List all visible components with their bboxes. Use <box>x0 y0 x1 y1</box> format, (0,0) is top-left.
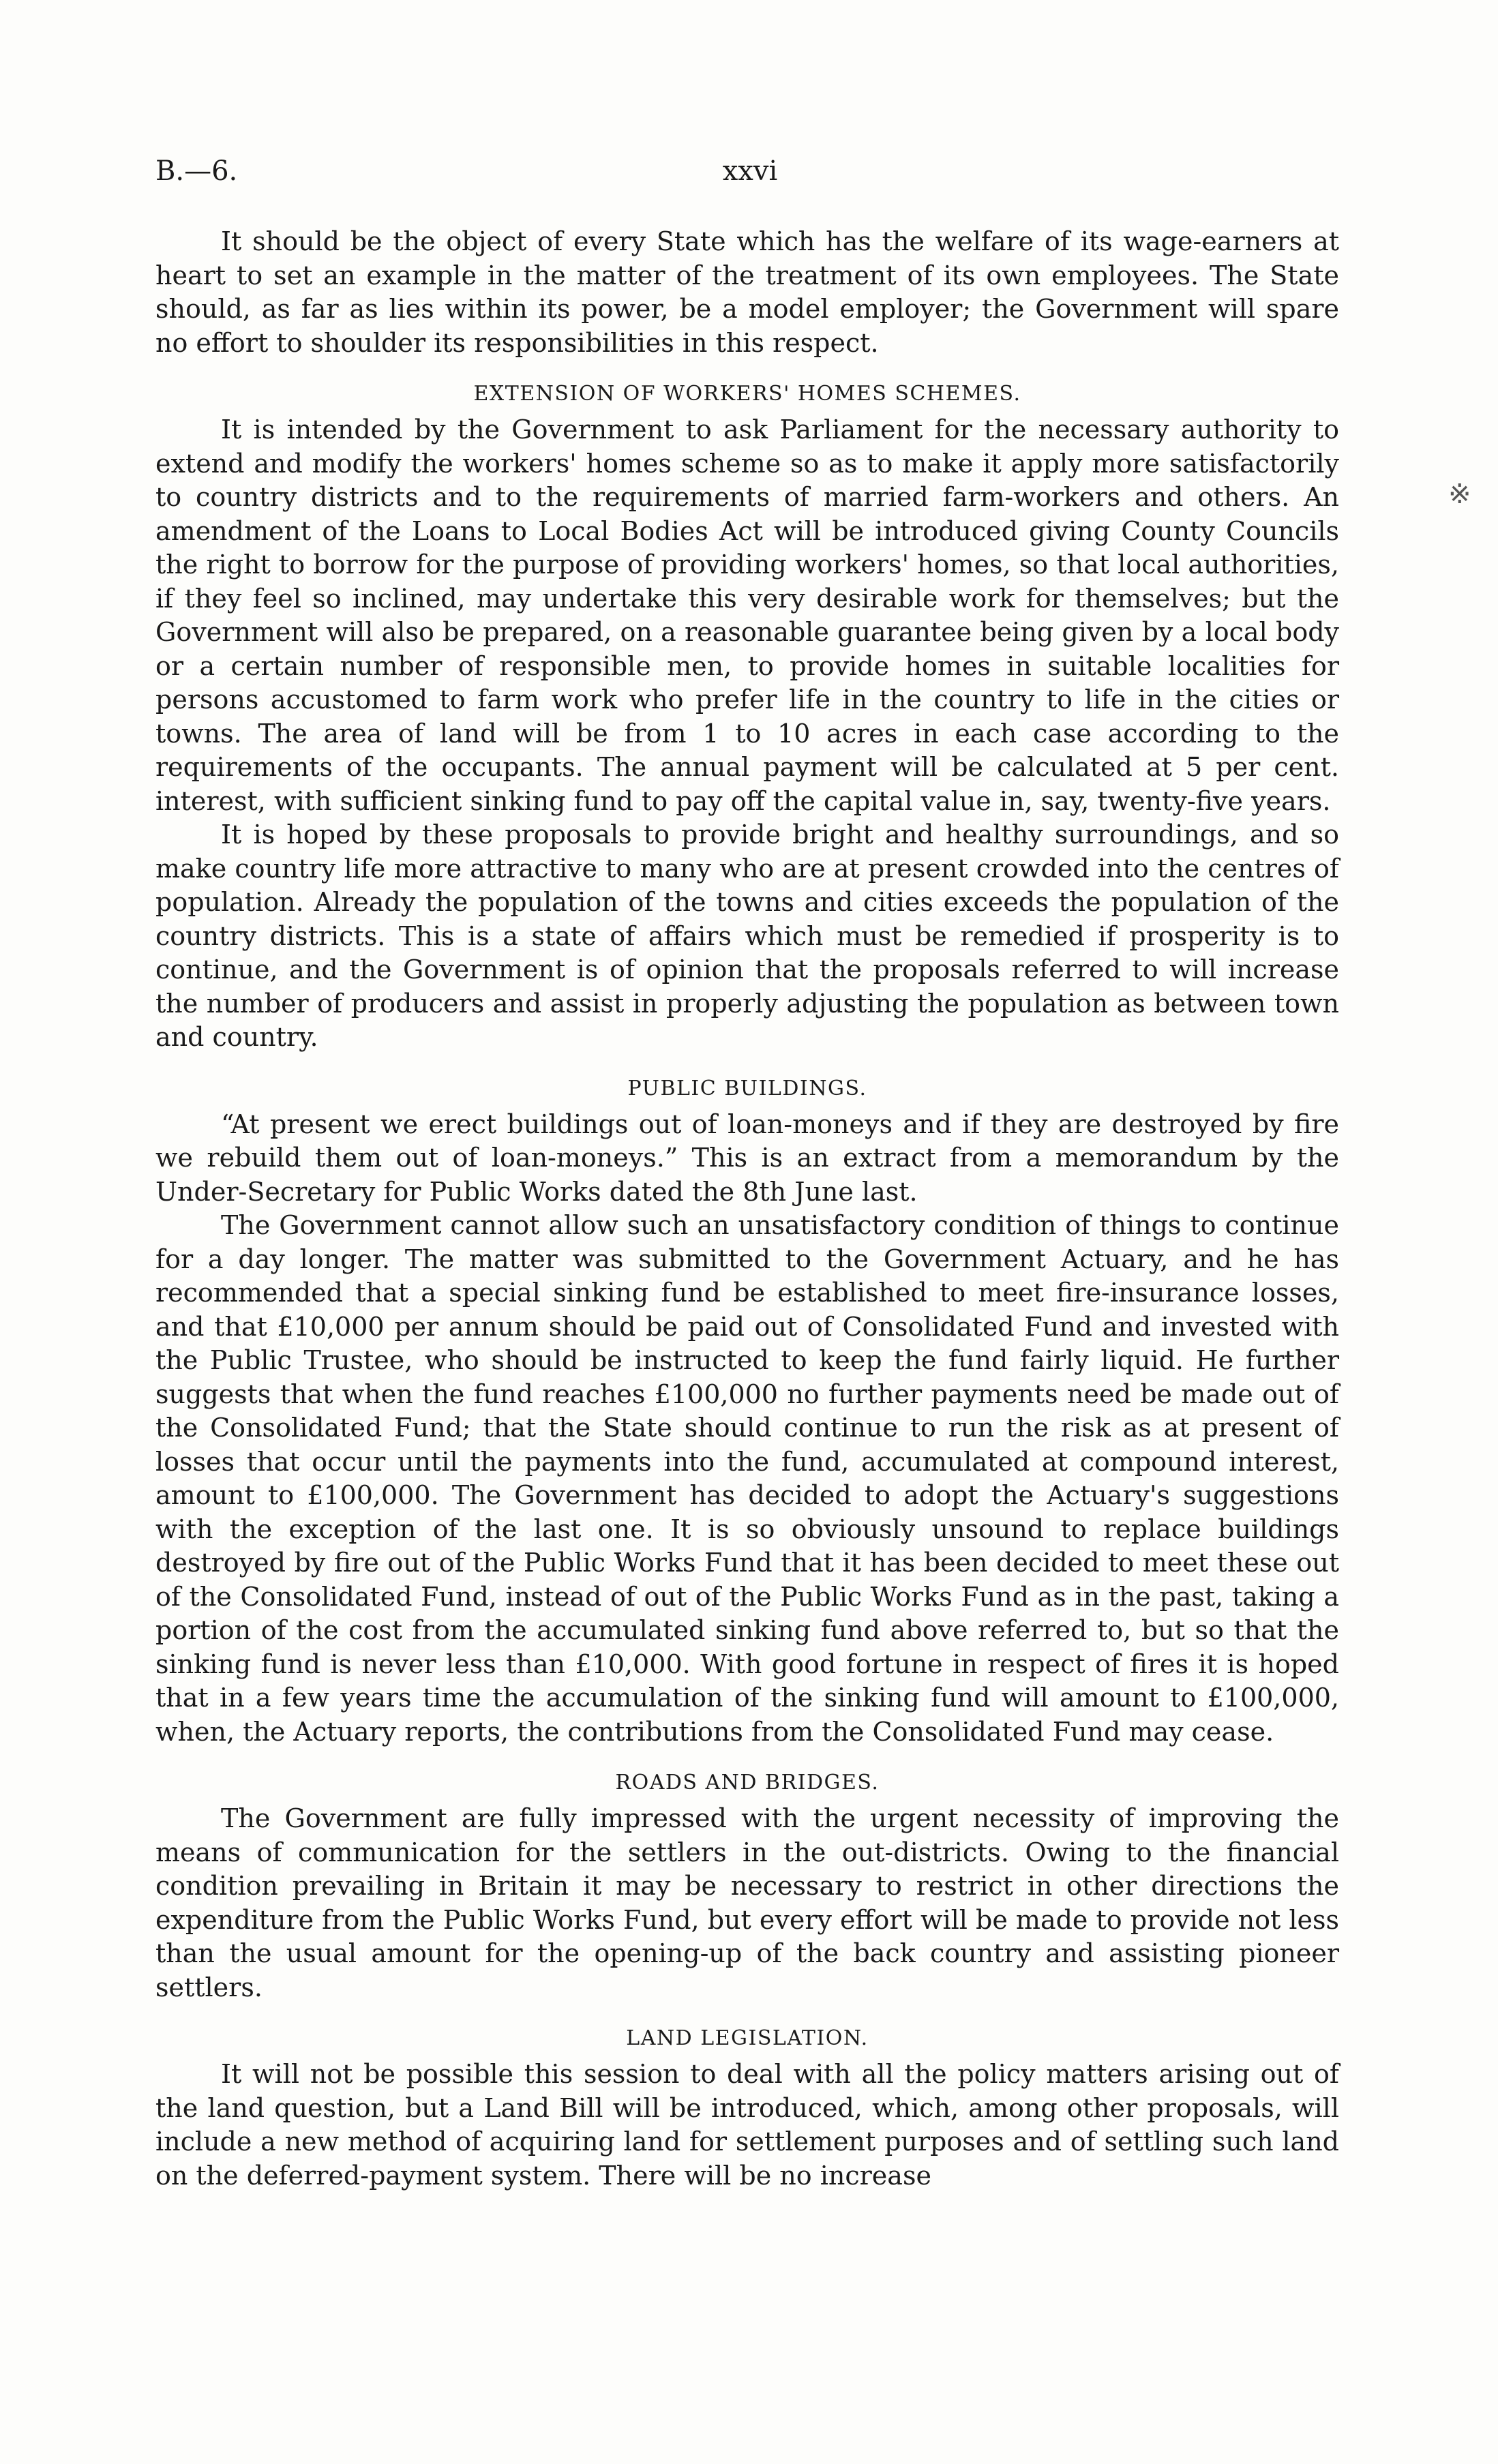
section-paragraph: It is intended by the Government to ask Parliament for the necessary authority to extend and modify the workers' homes scheme so as to make it apply more satisfactorily to country districts and to the requirements of married farm-workers and others. An amendment of the Loans to Local Bodies Act will be introduced giving County Councils the right to borrow for the purpose of providing workers' homes, so that local authorities, if they feel so inclined, may undertake this very desirable work for themselves; but the Government will also be prepared, on a reasonable guarantee being given by a local body or a certain number of responsible men, to provide homes in suitable localities for persons accustomed to farm work who prefer life in the country to life in the cities or towns. The area of land will be from 1 to 10 acres in each case according to the requirements of the occupants. The annual payment will be calculated at 5 per cent. interest, with sufficient sinking fund to pay off the capital value in, say, twenty-five years. <box>155 415 1339 816</box>
margin-mark-icon: ※ <box>1448 479 1471 510</box>
document-reference: B.—6. <box>155 155 238 187</box>
section-paragraph: The Government cannot allow such an unsatisfactory condition of things to continue for a day longer. The matter was submitted to the Government Actuary, and he has recommended that a special sinking fund be established to meet fire-insurance losses, and that £10,000 per annum should be paid out of Consolidated Fund and invested with the Public Trustee, who should be instructed to keep the fund fairly liquid. He further suggests that when the fund reaches £100,000 no further payments need be made out of the Consolidated Fund; that the State should continue to run the risk as at present of losses that occur until the payments into the fund, accumulated at compound interest, amount to £100,000. The Government has decided to adopt the Actuary's suggestions with the exception of the last one. It is so obviously unsound to replace buildings destroyed by fire out of the Public Works Fund that it has been decided to meet these out of the Consolidated Fund, instead of out of the Public Works Fund as in the past, taking a portion of the cost from the accumulated sinking fund above referred to, but so that the sinking fund is never less than £10,000. With good fortune in respect of fires it is hoped that in a few years time the accumulation of the sinking fund will amount to £100,000, when, the Actuary reports, the contributions from the Consolidated Fund may cease. <box>155 1210 1339 1747</box>
section-heading-roads-bridges: ROADS AND BRIDGES. <box>615 1771 880 1794</box>
section-heading-workers-homes: EXTENSION OF WORKERS' HOMES SCHEMES. <box>473 382 1021 406</box>
section-paragraph: It is hoped by these proposals to provide bright and healthy surroundings, and so make country life more attractive to many who are at present crowded into the centres of population. Already the population of the towns and cities exceeds the population of the country districts. This is a state of affairs which must be remedied if prosperity is to continue, and the Government is of opinion that the proposals referred to will increase the number of producers and assist in properly adjusting the population as between town and country. <box>155 820 1339 1052</box>
section-heading-land-legislation: LAND LEGISLATION. <box>626 2026 869 2050</box>
section-paragraph: It will not be possible this session to deal with all the policy matters arising out of the land question, but a Land Bill will be introduced, which, among other proposals, will include a new method of acquiring land for settlement purposes and of settling such land on the deferred-payment system. There will be no increase <box>155 2059 1339 2191</box>
section-heading-public-buildings: PUBLIC BUILDINGS. <box>627 1076 867 1100</box>
page-body <box>155 225 1339 2193</box>
page-header <box>150 155 1350 203</box>
intro-paragraph: It should be the object of every State which has the welfare of its wage-earners at heart to set an example in the matter of the treatment of its own employees. The State should, as far as lies within its power, be a model employer; the Government will spare no effort to shoulder its responsibilities in this respect. <box>155 226 1339 358</box>
page-number: xxvi <box>722 155 778 187</box>
section-paragraph: The Government are fully impressed with the urgent necessity of improving the means of communication for the settlers in the out-districts. Owing to the financial condition prevailing in Britain it may be necessary to restrict in other directions the expenditure from the Public Works Fund, but every effort will be made to provide not less than the usual amount for the opening-up of the back country and assisting pioneer settlers. <box>155 1803 1339 2002</box>
section-paragraph: “At present we erect buildings out of loan-moneys and if they are destroyed by fire we rebuild them out of loan-moneys.” This is an extract from a memorandum by the Under-Secretary for Public Works dated the 8th June last. <box>155 1109 1339 1207</box>
